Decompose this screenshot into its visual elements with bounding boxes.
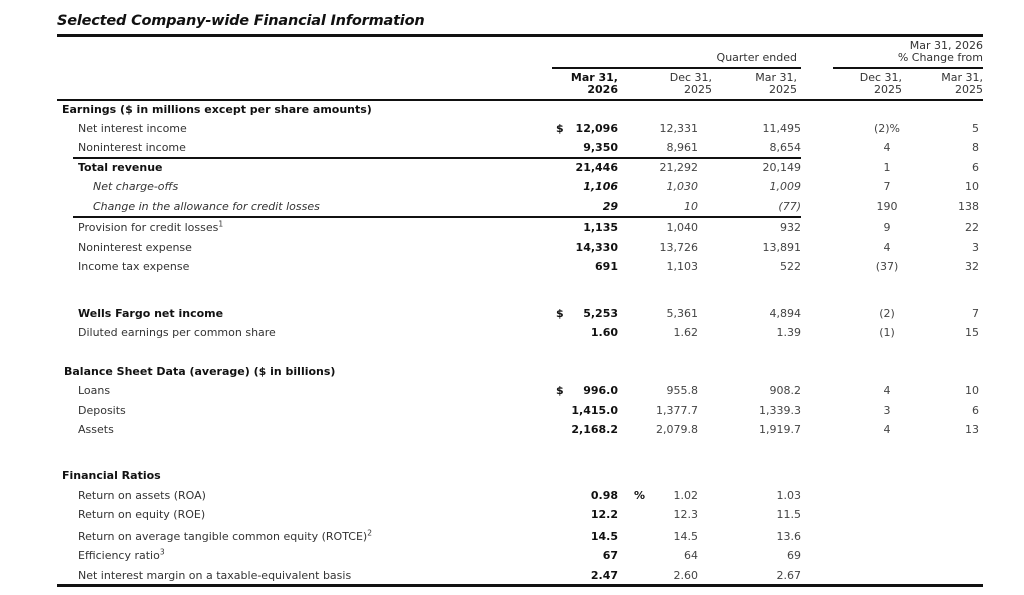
row-label: Return on equity (ROE)	[78, 508, 206, 521]
cell-chg-mar: 32	[965, 260, 979, 273]
cell-dec-2025: 64	[684, 549, 698, 562]
cell-mar-2025: 1,339.3	[759, 404, 801, 417]
cell-chg-dec: 3	[883, 404, 891, 417]
section-financial-ratios	[57, 466, 983, 485]
cell-dec-2025: 1,040	[666, 221, 698, 234]
cell-mar-2026: 1,106	[583, 180, 618, 193]
currency-symbol: $	[556, 384, 564, 397]
cell-dec-2025: 13,726	[659, 241, 698, 254]
row-label: Change in the allowance for credit losses	[93, 200, 320, 213]
col-header-line1: Mar 31,	[755, 71, 797, 84]
cell-chg-mar: 3	[972, 241, 979, 254]
cell-chg-mar: 8	[972, 141, 979, 154]
section-balance-sheet	[57, 362, 983, 381]
row-label-text: Efficiency ratio	[78, 549, 160, 562]
change-rule	[833, 67, 983, 69]
table-row	[57, 546, 983, 565]
row-label: Net interest margin on a taxable-equivalent basis	[78, 569, 352, 582]
cell-dec-2025: 1,377.7	[656, 404, 698, 417]
table-row	[57, 238, 983, 257]
row-label: Net charge-offs	[93, 180, 179, 193]
cell-chg-mar: 5	[972, 122, 979, 135]
row-label: Total revenue	[78, 161, 163, 174]
cell-mar-2025: 11,495	[762, 122, 801, 135]
row-label: Deposits	[78, 404, 126, 417]
change-header-line2: % Change from	[897, 51, 983, 64]
currency-symbol: $	[556, 122, 564, 135]
cell-mar-2025: 13,891	[762, 241, 801, 254]
row-label: Income tax expense	[78, 260, 190, 273]
col-header-dec-2025	[640, 72, 712, 96]
footnote-marker: 3	[159, 547, 165, 557]
col-header-line1: Dec 31,	[859, 71, 902, 84]
row-label: Assets	[78, 423, 114, 436]
cell-chg-mar: 138	[958, 200, 979, 213]
currency-symbol: $	[556, 307, 564, 320]
cell-mar-2025: 932	[780, 221, 801, 234]
cell-chg-mar: 10	[965, 180, 979, 193]
cell-chg-mar: 15	[965, 326, 979, 339]
row-label	[78, 546, 165, 565]
cell-dec-2025: 21,292	[659, 161, 698, 174]
cell-dec-2025: 1.02	[673, 489, 698, 502]
cell-mar-2026: 9,350	[583, 141, 618, 154]
cell-mar-2025: 11.5	[776, 508, 801, 521]
table-row	[57, 486, 983, 505]
table-row	[57, 420, 983, 439]
cell-chg-dec: 4	[883, 141, 891, 154]
cell-dec-2025: 1.62	[673, 326, 698, 339]
row-label: Loans	[78, 384, 111, 397]
row-label: Wells Fargo net income	[78, 307, 224, 320]
table-row	[57, 381, 983, 400]
title-rule	[57, 34, 983, 37]
cell-dec-2025: 10	[684, 200, 698, 213]
cell-mar-2025: (77)	[778, 200, 801, 213]
row-label-text: Provision for credit losses	[78, 221, 219, 234]
cell-chg-dec: 4	[883, 384, 891, 397]
row-label: Noninterest expense	[78, 241, 192, 254]
cell-chg-mar: 13	[965, 423, 979, 436]
cell-mar-2025: 908.2	[769, 384, 801, 397]
cell-mar-2026: 14.5	[590, 530, 618, 543]
cell-chg-dec: 190	[876, 200, 898, 213]
cell-mar-2025: 1,919.7	[759, 423, 801, 436]
cell-mar-2026: 1,415.0	[571, 404, 618, 417]
cell-mar-2026: 12.2	[590, 508, 618, 521]
footnote-marker: 1	[218, 219, 224, 229]
footnote-marker: 2	[367, 528, 372, 538]
cell-dec-2025: 1,103	[666, 260, 698, 273]
cell-mar-2025: 8,654	[769, 141, 801, 154]
table-row	[57, 119, 983, 138]
cell-mar-2026: 1,135	[583, 221, 618, 234]
col-header-line1: Mar 31,	[570, 71, 618, 84]
cell-chg-dec: (2)	[879, 307, 895, 320]
cell-chg-dec: (1)	[879, 326, 895, 339]
cell-dec-2025: 2,079.8	[656, 423, 698, 436]
page-title: Selected Company-wide Financial Information	[57, 13, 425, 29]
table-bottom-rule	[57, 584, 983, 587]
cell-dec-2025: 5,361	[666, 307, 698, 320]
cell-mar-2026: 2.47	[590, 569, 618, 582]
row-label: Noninterest income	[78, 141, 186, 154]
col-header-chg-dec-2025	[830, 72, 902, 96]
cell-mar-2026: 14,330	[575, 241, 618, 254]
col-header-line1: Dec 31,	[669, 71, 712, 84]
cell-chg-dec: 7	[883, 180, 891, 193]
cell-mar-2026: 2,168.2	[571, 423, 618, 436]
cell-mar-2026: 5,253	[583, 307, 618, 320]
cell-dec-2025: 12.3	[673, 508, 698, 521]
cell-mar-2025: 1,009	[769, 180, 801, 193]
cell-mar-2026: 67	[602, 549, 618, 562]
cell-chg-mar: 6	[972, 161, 979, 174]
row-label: Net interest income	[78, 122, 187, 135]
table-row	[57, 177, 983, 196]
cell-chg-dec: 4	[883, 423, 891, 436]
col-header-line2: 2025	[684, 83, 712, 96]
cell-mar-2025: 4,894	[769, 307, 801, 320]
cell-chg-mar: 10	[965, 384, 979, 397]
section-label: Balance Sheet Data (average) ($ in billions)	[64, 365, 336, 378]
table-row	[57, 138, 983, 157]
cell-chg-dec: 1	[883, 161, 891, 174]
col-header-line2: 2025	[769, 83, 797, 96]
col-header-mar-2025	[725, 72, 797, 96]
quarter-ended-rule	[552, 67, 801, 69]
table-row	[57, 304, 983, 323]
col-header-line2: 2025	[955, 83, 983, 96]
cell-chg-mar: 22	[965, 221, 979, 234]
col-header-mar-2026	[560, 72, 618, 96]
section-label: Earnings ($ in millions except per share amounts)	[62, 103, 372, 116]
cell-chg-dec: (2)%	[873, 122, 901, 135]
row-label-text: Return on average tangible common equity (ROTCE)	[78, 530, 368, 543]
cell-mar-2026: 21,446	[575, 161, 618, 174]
row-label	[78, 527, 372, 546]
table-row	[57, 323, 983, 342]
cell-dec-2025: 2.60	[673, 569, 698, 582]
percent-symbol: %	[634, 489, 646, 502]
table-row	[57, 566, 983, 585]
cell-chg-dec: 9	[883, 221, 891, 234]
cell-mar-2026: 1.60	[590, 326, 618, 339]
col-header-line1: Mar 31,	[941, 71, 983, 84]
cell-mar-2026: 0.98	[590, 489, 618, 502]
cell-chg-mar: 6	[972, 404, 979, 417]
cell-chg-dec: 4	[883, 241, 891, 254]
row-label: Diluted earnings per common share	[78, 326, 276, 339]
cell-mar-2025: 20,149	[762, 161, 801, 174]
table-row	[57, 257, 983, 276]
col-header-line2: 2026	[587, 83, 618, 96]
cell-mar-2026: 12,096	[575, 122, 618, 135]
table-row	[57, 158, 983, 177]
cell-mar-2025: 13.6	[776, 530, 801, 543]
col-header-line2: 2025	[874, 83, 902, 96]
cell-dec-2025: 955.8	[666, 384, 698, 397]
cell-dec-2025: 8,961	[666, 141, 698, 154]
cell-mar-2025: 69	[787, 549, 801, 562]
cell-dec-2025: 1,030	[666, 180, 698, 193]
col-header-chg-mar-2025	[911, 72, 983, 96]
row-label: Return on assets (ROA)	[78, 489, 206, 502]
cell-dec-2025: 12,331	[659, 122, 698, 135]
table-row	[57, 197, 983, 216]
table-row	[57, 401, 983, 420]
change-header-line1: Mar 31, 2026	[909, 39, 983, 52]
cell-dec-2025: 14.5	[673, 530, 698, 543]
cell-mar-2025: 1.39	[776, 326, 801, 339]
cell-mar-2026: 29	[602, 200, 618, 213]
section-label: Financial Ratios	[62, 469, 161, 482]
cell-mar-2026: 691	[595, 260, 618, 273]
cell-chg-dec: (37)	[875, 260, 899, 273]
cell-mar-2025: 522	[780, 260, 801, 273]
quarter-ended-header: Quarter ended	[716, 51, 797, 64]
row-label	[78, 218, 223, 237]
table-row	[57, 218, 983, 237]
section-earnings	[57, 100, 983, 119]
cell-mar-2025: 2.67	[776, 569, 801, 582]
cell-chg-mar: 7	[972, 307, 979, 320]
table-row	[57, 527, 983, 546]
cell-mar-2026: 996.0	[583, 384, 618, 397]
table-row	[57, 505, 983, 524]
cell-mar-2025: 1.03	[776, 489, 801, 502]
